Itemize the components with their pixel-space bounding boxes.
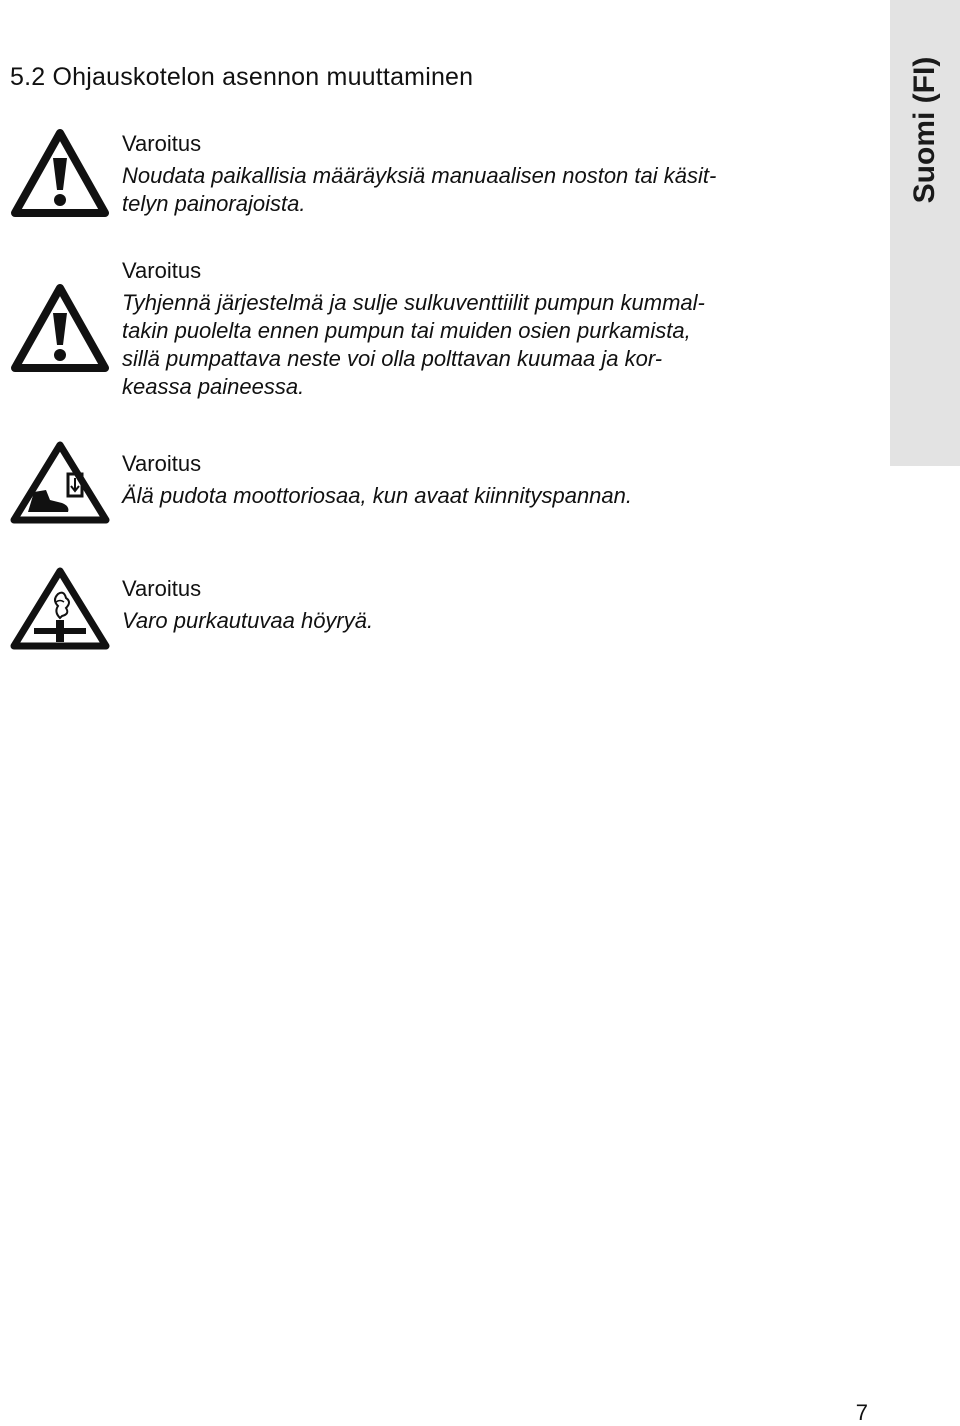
warning-block	[122, 130, 842, 218]
page-number: 7	[855, 1400, 868, 1425]
language-tab-label: Suomi (FI)	[908, 56, 941, 204]
warning-text: Tyhjennä järjestelmä ja sulje sulkuventtiilit pumpun kummal- takin puolelta ennen pumpun tai muiden osien purkamista, sillä pumpattava neste voi olla polttavan kuumaa ja kor- keassa paineessa.	[122, 290, 705, 399]
language-tab	[890, 0, 960, 466]
general-warning-icon	[10, 128, 110, 218]
falling-object-foot-icon	[10, 440, 110, 524]
warning-block	[122, 257, 842, 401]
warning-title: Varoitus	[122, 131, 202, 156]
warning-title: Varoitus	[122, 451, 202, 476]
general-warning-icon	[10, 283, 110, 373]
warning-block	[122, 575, 842, 635]
warning-text: Varo purkautuvaa höyryä.	[122, 608, 374, 633]
section-title: 5.2 Ohjauskotelon asennon muuttaminen	[10, 63, 474, 91]
hot-steam-icon	[10, 566, 110, 650]
warning-text: Älä pudota moottoriosaa, kun avaat kiinnityspannan.	[122, 483, 632, 508]
warning-block	[122, 450, 842, 510]
warning-text: Noudata paikallisia määräyksiä manuaalisen noston tai käsit- telyn painorajoista.	[122, 163, 717, 216]
warning-title: Varoitus	[122, 258, 202, 283]
warning-title: Varoitus	[122, 576, 202, 601]
